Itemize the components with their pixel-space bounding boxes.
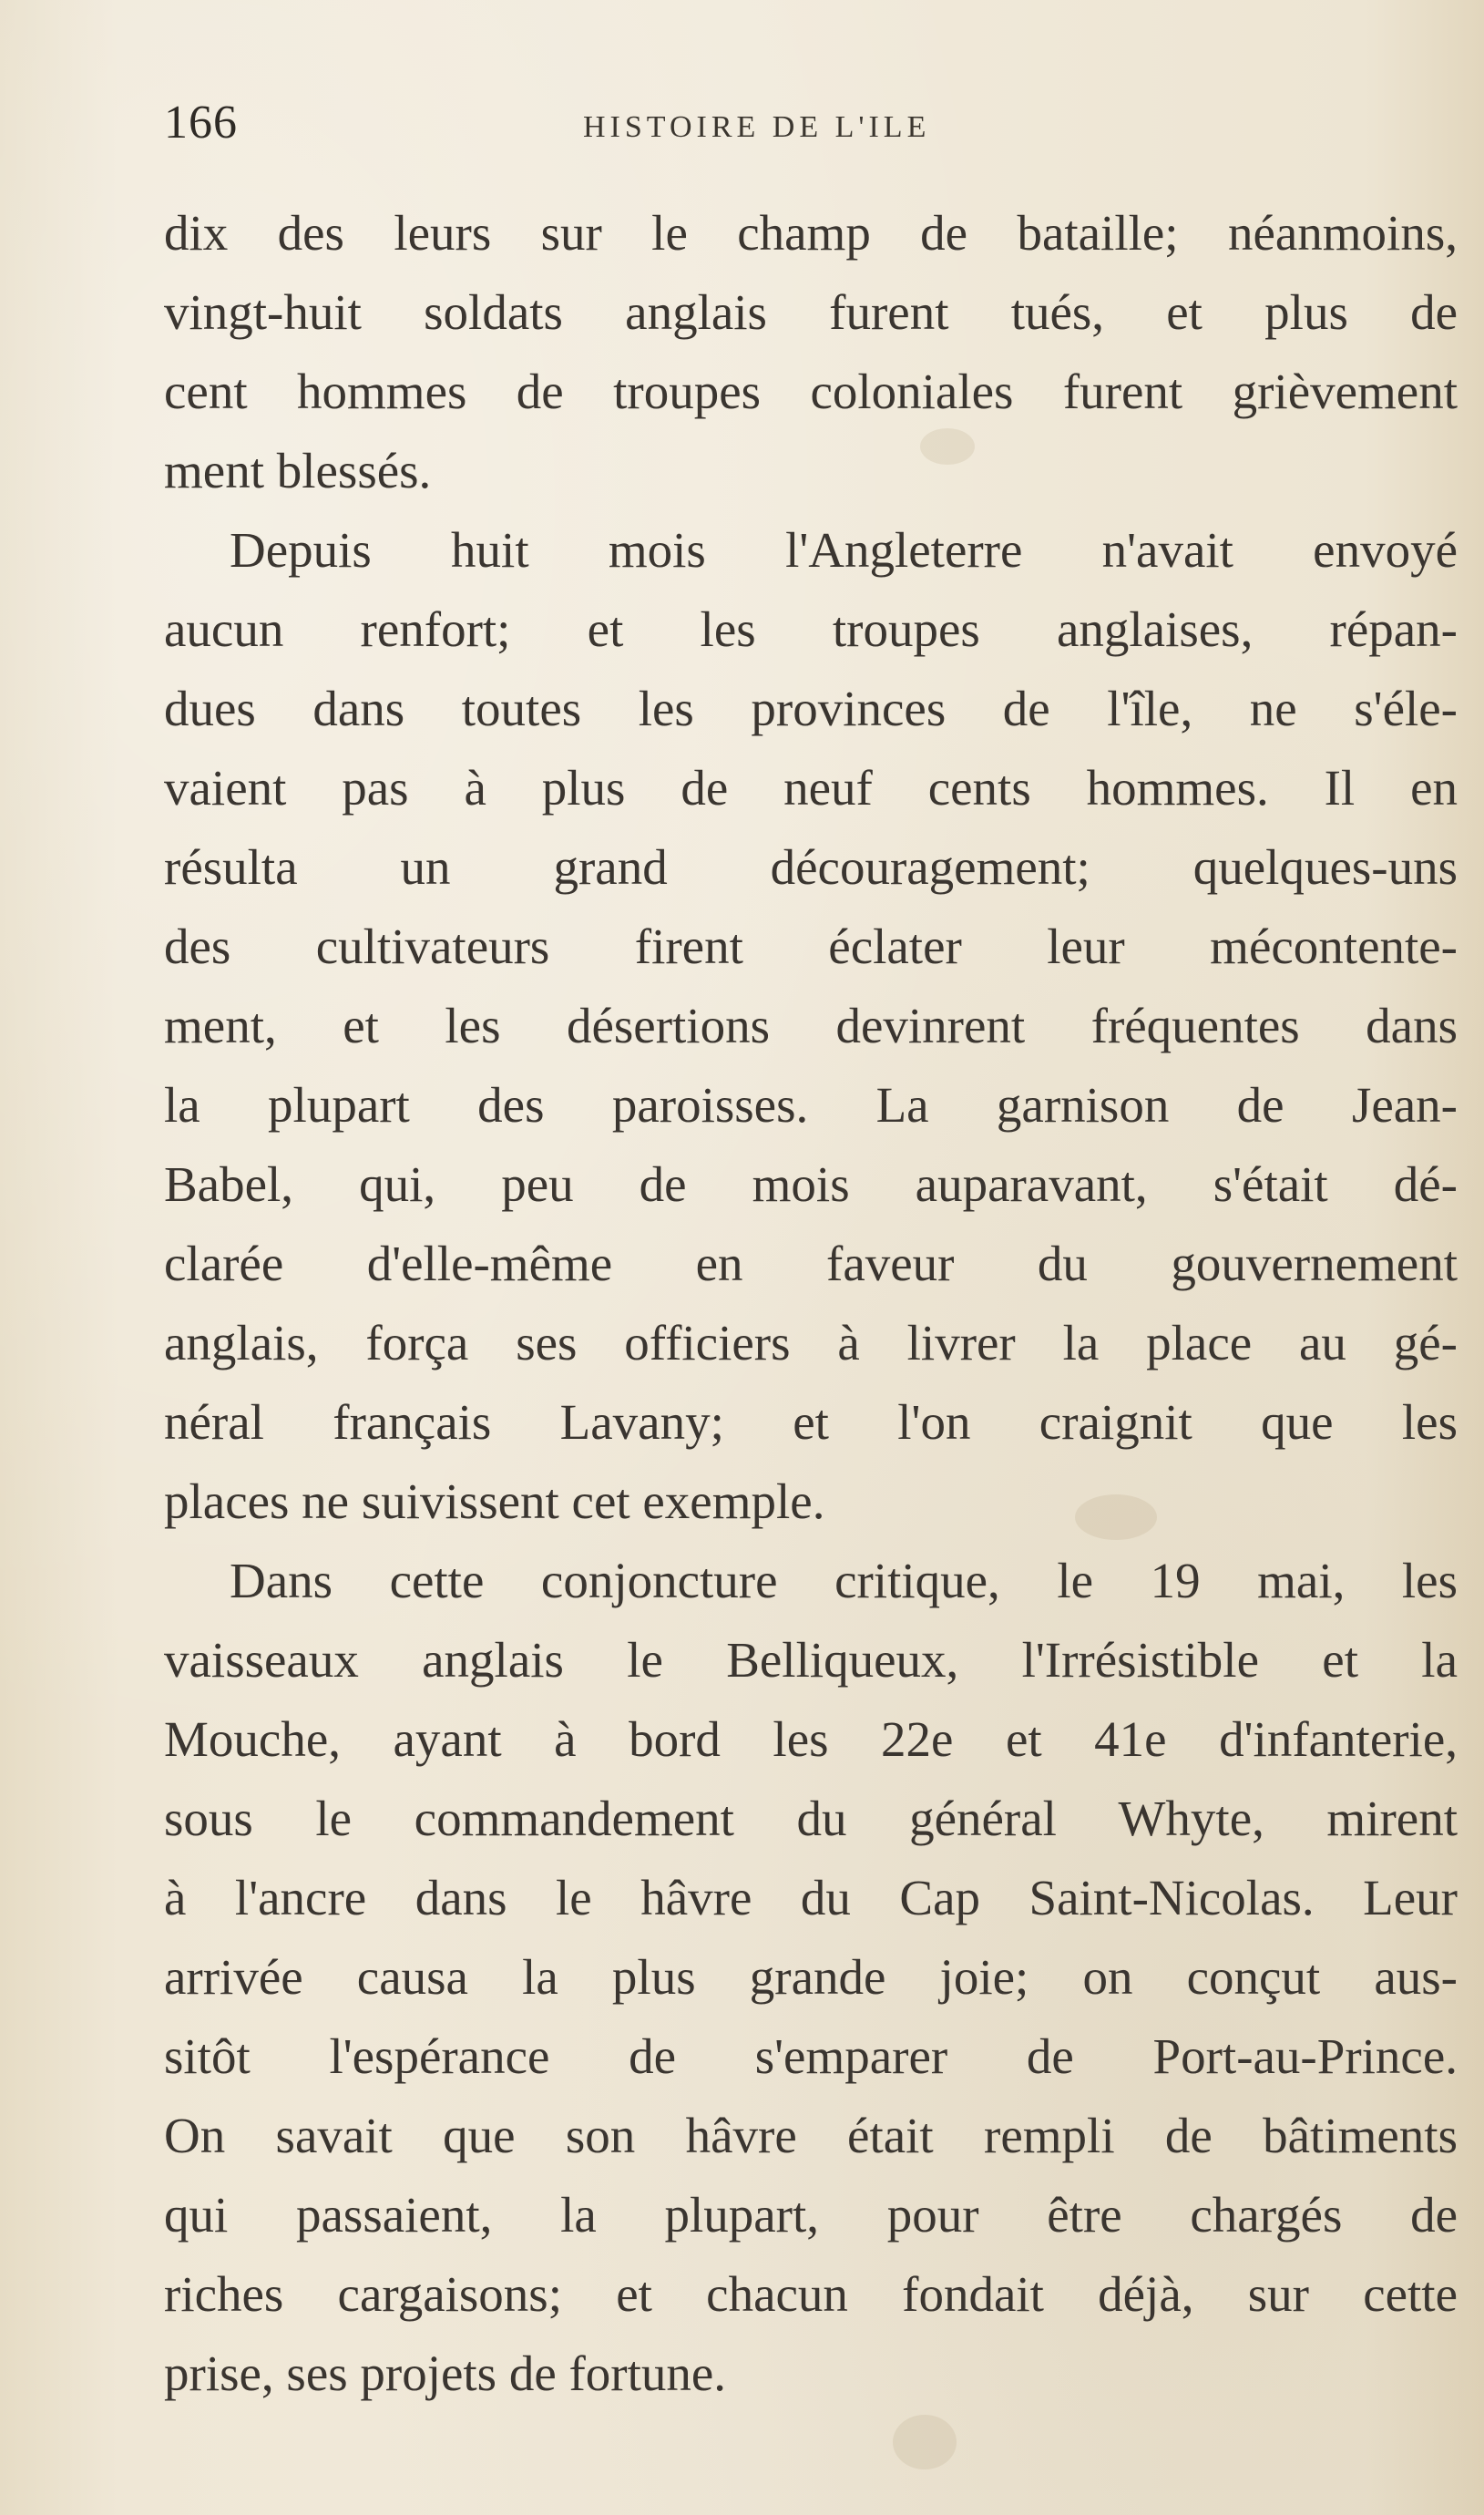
text-line: néral français Lavany; et l'on craignit que les [164, 1394, 1458, 1450]
text-line: Depuis huit mois l'Angleterre n'avait envoyé [230, 522, 1458, 578]
text-line: ment, et les désertions devinrent fréquentes dans [164, 998, 1458, 1053]
text-line: prise, ses projets de fortune. [164, 2346, 727, 2401]
text-line: des cultivateurs firent éclater leur mécontente- [164, 919, 1458, 974]
text-line: On savait que son hâvre était rempli de bâtiments [164, 2108, 1458, 2163]
text-line: vaisseaux anglais le Belliqueux, l'Irrésistible et la [164, 1632, 1458, 1688]
text-line: clarée d'elle-même en faveur du gouvernement [164, 1236, 1458, 1291]
text-line: sitôt l'espérance de s'emparer de Port-au-Prince. [164, 2028, 1458, 2084]
text-line: la plupart des paroisses. La garnison de Jean- [164, 1077, 1458, 1133]
text-line: riches cargaisons; et chacun fondait déjà, sur cette [164, 2266, 1458, 2322]
page-number: 166 [164, 97, 238, 149]
text-line: qui passaient, la plupart, pour être chargés de [164, 2187, 1458, 2243]
page-header [164, 96, 1458, 159]
text-line: places ne suivissent cet exemple. [164, 1473, 825, 1529]
text-line: arrivée causa la plus grande joie; on conçut aus- [164, 1949, 1458, 2005]
text-line: vingt-huit soldats anglais furent tués, et plus de [164, 284, 1458, 340]
text-line: dix des leurs sur le champ de bataille; néanmoins, [164, 205, 1458, 261]
text-line: cent hommes de troupes coloniales furent grièvement [164, 364, 1458, 419]
text-line: anglais, força ses officiers à livrer la place au gé- [164, 1315, 1458, 1370]
text-line: vaient pas à plus de neuf cents hommes. Il en [164, 760, 1458, 816]
running-head: HISTOIRE DE L'ILE [583, 110, 931, 144]
text-line: Mouche, ayant à bord les 22e et 41e d'infanterie, [164, 1711, 1458, 1767]
text-line: ment blessés. [164, 443, 432, 498]
text-line: Babel, qui, peu de mois auparavant, s'était dé- [164, 1156, 1458, 1212]
text-line: à l'ancre dans le hâvre du Cap Saint-Nicolas. Leur [164, 1870, 1458, 1925]
text-line: sous le commandement du général Whyte, mirent [164, 1791, 1458, 1846]
body-text [164, 193, 1458, 2413]
paper-stain [893, 2415, 957, 2469]
text-line: résulta un grand découragement; quelques-uns [164, 839, 1458, 895]
text-line: dues dans toutes les provinces de l'île, ne s'éle- [164, 681, 1458, 736]
text-line: Dans cette conjoncture critique, le 19 mai, les [230, 1553, 1458, 1608]
text-line: aucun renfort; et les troupes anglaises, répan- [164, 601, 1458, 657]
